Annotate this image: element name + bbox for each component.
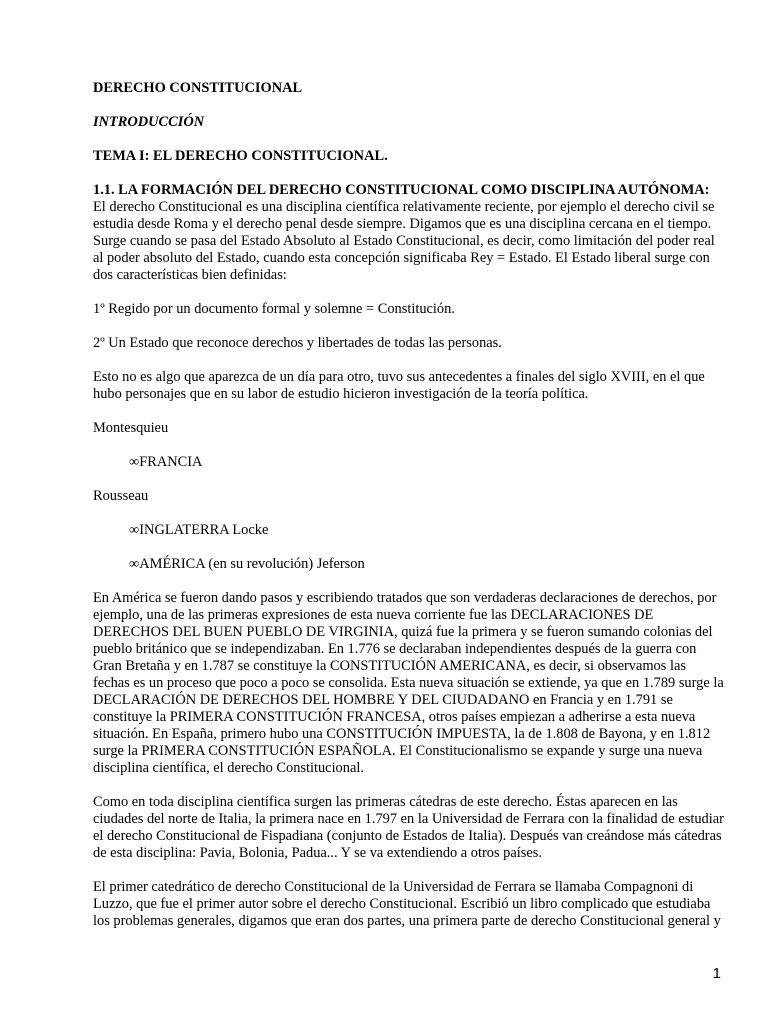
topic-heading: TEMA I: EL DERECHO CONSTITUCIONAL. [93,148,388,164]
paragraph-antecedentes: Esto no es algo que aparezca de un día para otro, tuvo sus antecedentes a finales del siglo XVIII, en el que hubo personajes que en su labor de estudio hicieron investigación de la teoría política. [93,369,705,402]
country-inglaterra: ∞INGLATERRA Locke [129,522,269,538]
subsection-paragraph [93,182,725,284]
document-title: DERECHO CONSTITUCIONAL [93,80,303,96]
page-number: 1 [712,965,721,982]
author-montesquieu: Montesquieu [93,420,169,436]
paragraph-america: En América se fueron dando pasos y escribiendo tratados que son verdaderas declaraciones de derechos, por ejemplo, una de las primeras expresiones de esta nueva corriente fue las DECLARACIONES DE DERECHOS DEL BUEN PUEBLO DE VIRGINIA, quizá fue la primera y se fueron sumando colonias del pueblo británico que se independizaban. En 1.776 se declaraban independientes después de la guerra con Gran Bretaña y en 1.787 se constituye la CONSTITUCIÓN AMERICANA, es decir, si observamos las fechas es un proceso que poco a poco se consolida. Esta nueva situación se extiende, ya que en 1.789 surge la DECLARACIÓN DE DERECHOS DEL HOMBRE Y DEL CIUDADANO en Francia y en 1.791 se constituye la PRIMERA CONSTITUCIÓN FRANCESA, otros países empiezan a adherirse a esta nueva situación. En España, primero hubo una CONSTITUCIÓN IMPUESTA, la de 1.808 de Bayona, y en 1.812 surge la PRIMERA CONSTITUCIÓN ESPAÑOLA. El Constitucionalismo se expande y surge una nueva disciplina científica, el derecho Constitucional. [93,590,724,776]
subsection-heading: 1.1. LA FORMACIÓN DEL DERECHO CONSTITUCIONAL COMO DISCIPLINA AUTÓNOMA: [93,182,710,198]
list-item-1: 1º Regido por un documento formal y solemne = Constitución. [93,301,455,317]
country-francia: ∞FRANCIA [129,454,203,470]
paragraph-catedras: Como en toda disciplina científica surgen las primeras cátedras de este derecho. Éstas aparecen en las ciudades del norte de Italia, la primera nace en 1.797 en la Universidad de Ferrara con la finalidad de estudiar el derecho Constitucional de Fispadiana (conjunto de Estados de Italia). Después van creándose más cátedras de esta disciplina: Pavia, Bolonia, Padua... Y se va extendiendo a otros países. [93,794,724,861]
paragraph-catedratico: El primer catedrático de derecho Constitucional de la Universidad de Ferrara se llamaba Compagnoni di Luzzo, que fue el primer autor sobre el derecho Constitucional. Escribió un libro complicado que estudiaba los problemas generales, digamos que eran dos partes, una primera parte de derecho Constitucional general y [93,879,721,929]
country-america: ∞AMÉRICA (en su revolución) Jeferson [129,556,365,572]
list-item-2: 2º Un Estado que reconoce derechos y libertades de todas las personas. [93,335,502,351]
subsection-text: El derecho Constitucional es una disciplina científica relativamente reciente, por ejemplo el derecho civil se estudia desde Roma y el derecho penal desde siempre. Digamos que es una disciplina cercana en el tiempo. Surge cuando se pasa del Estado Absoluto al Estado Constitucional, es decir, como limitación del poder real al poder absoluto del Estado, cuando esta concepción significaba Rey = Estado. El Estado liberal surge con dos características bien definidas: [93,199,715,283]
document-page [93,80,725,947]
author-rousseau: Rousseau [93,488,149,504]
section-heading: INTRODUCCIÓN [93,114,205,130]
